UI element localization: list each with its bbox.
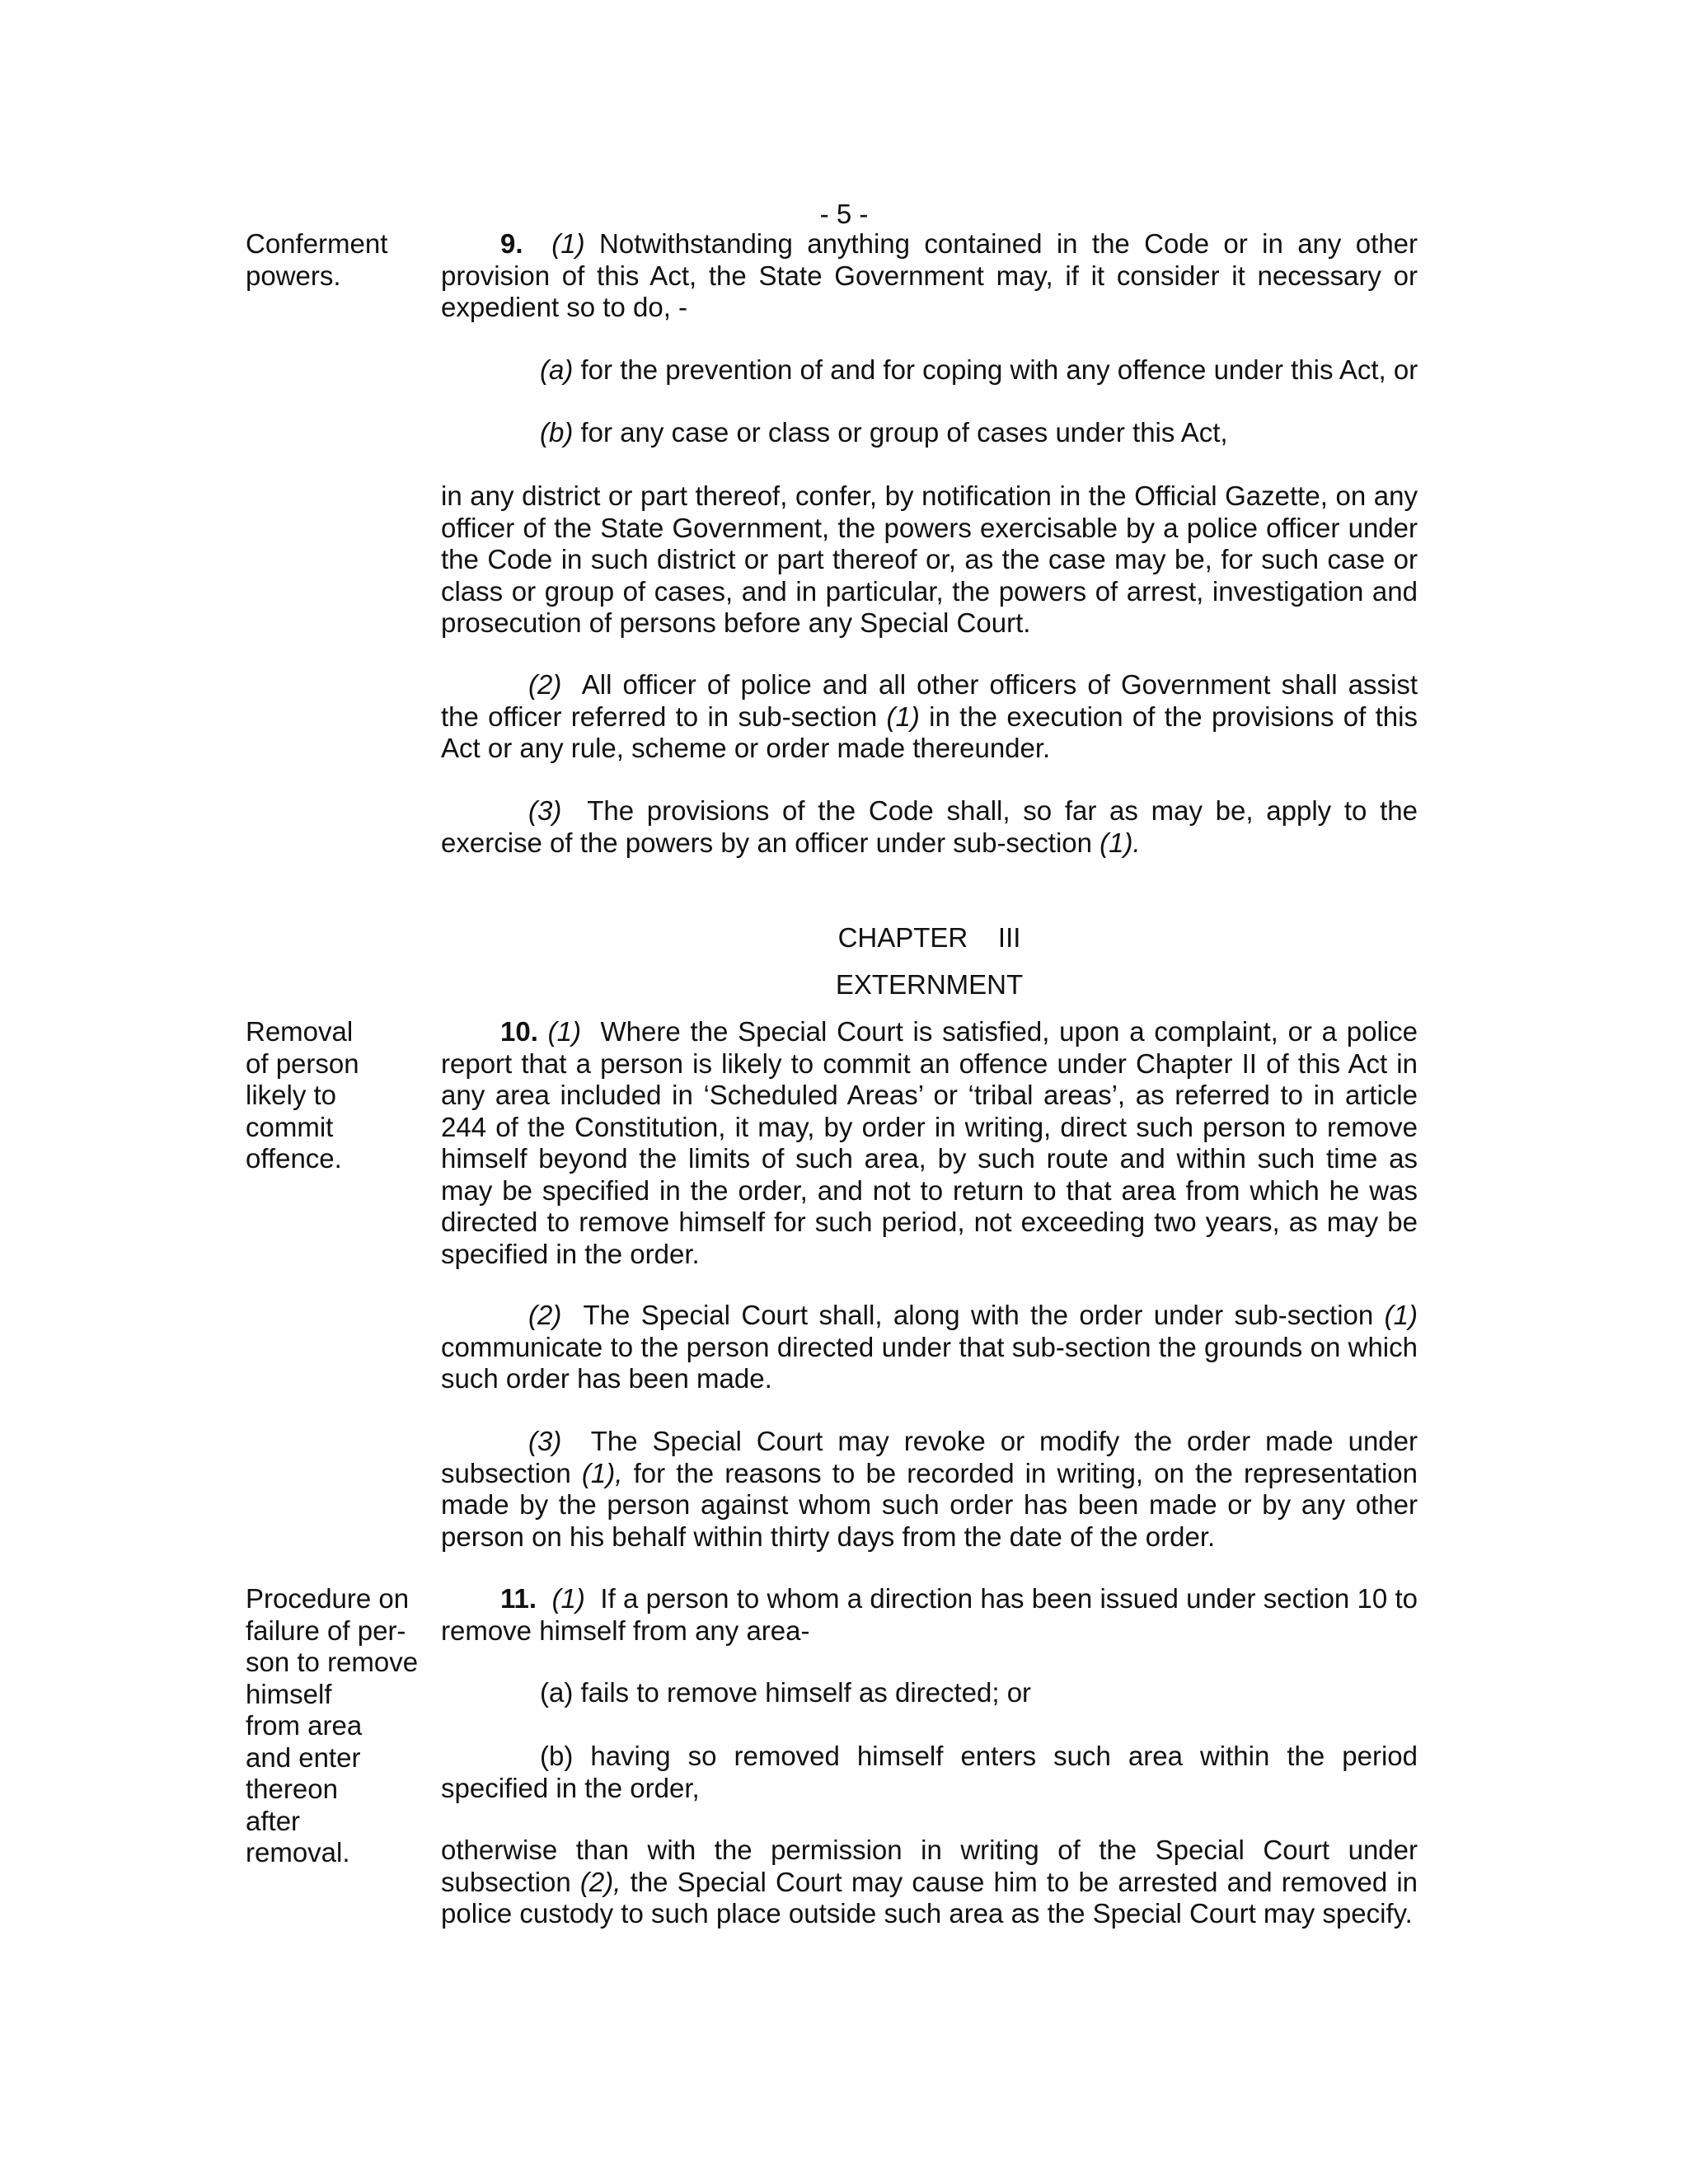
subsection-ref: (1) [551, 1583, 585, 1614]
section-11-clause-a: (a) fails to remove himself as directed; or [540, 1677, 1032, 1708]
subsection-ref: (2) [528, 1300, 562, 1330]
paragraph-text: Where the Special Court is satisfied, upon a complaint, or a police report that a person is likely to commit an offence under Chapter II of this Act in any area included in ‘Scheduled Areas’ or ‘tribal areas’, as referred to in article 244 of the Constitution, it may, by order in writing, direct such person to remove himself beyond the limits of such area, by such route and within such time as may be specified in the order, and not to return to that area from which he was directed to remove himself for such period, not exceeding two years, as may be specified in the order. [441, 1016, 1418, 1269]
section-11-continuation [441, 1835, 1418, 1930]
paragraph-text: The provisions of the Code shall, so far as may be, apply to the exercise of the powers by an officer under sub-section [441, 795, 1418, 858]
chapter-subtitle: EXTERNMENT [835, 969, 1024, 1000]
section-number: 11. [500, 1583, 537, 1614]
inline-ref: (1). [1100, 827, 1141, 858]
section-number: 9. [500, 228, 523, 259]
paragraph-text: otherwise than with the permission in writing of the Special Court under subsection [441, 1835, 1418, 1897]
paragraph-text: The Special Court shall, along with the order under sub-section [583, 1300, 1374, 1330]
margin-note-section-9: Conferment powers. [246, 228, 388, 291]
margin-note-section-11: Procedure on failure of per- son to remove himself from area and enter thereon after removal. [246, 1583, 419, 1868]
inline-ref: (2), [579, 1866, 621, 1897]
section-11-subsection-1 [441, 1583, 1418, 1647]
section-10-subsection-3 [441, 1426, 1418, 1553]
paragraph-text: The Special Court may revoke or modify the order made under subsection [441, 1426, 1418, 1488]
paragraph-text: All officer of police and all other officers of Government shall assist the officer referred to in sub-section [441, 669, 1418, 732]
paragraph-text: communicate to the person directed under that sub-section the grounds on which such order has been made. [441, 1331, 1418, 1394]
inline-ref: (1) [886, 701, 920, 732]
margin-note-section-10: Removal of person likely to commit offence. [246, 1016, 359, 1174]
chapter-title: CHAPTER III [837, 922, 1021, 953]
paragraph-text: If a person to whom a direction has been issued under section 10 to remove himself from any area- [441, 1583, 1418, 1646]
paragraph-text: the Special Court may cause him to be arrested and removed in police custody to such place outside such area as the Special Court may specify. [441, 1866, 1418, 1929]
page-number: - 5 - [819, 199, 869, 229]
paragraph-text: in the execution of the provisions of this Act or any rule, scheme or order made thereunder. [441, 701, 1418, 763]
subsection-ref: (2) [528, 669, 562, 700]
section-10-subsection-1 [441, 1016, 1418, 1270]
section-9-continuation: in any district or part thereof, confer, by notification in the Official Gazette, on any officer of the State Government, the powers exercisable by a police officer under the Code in such district or part thereof or, as the case may be, for such case or class or group of cases, and in particular, the powers of arrest, investigation and prosecution of persons before any Special Court. [441, 480, 1418, 638]
section-number: 10. [500, 1016, 538, 1047]
section-11-clause-b: (b) having so removed himself enters such area within the period specified in the order, [441, 1741, 1418, 1803]
clause-text: for any case or class or group of cases under this Act, [580, 417, 1228, 448]
section-9-subsection-2 [441, 669, 1418, 765]
section-10-subsection-2 [441, 1300, 1418, 1395]
subsection-ref: (3) [528, 1426, 562, 1456]
section-9-subsection-3 [441, 795, 1418, 859]
clause-text: for the prevention of and for coping with any offence under this Act, or [580, 354, 1418, 385]
section-9-subsection-1 [441, 228, 1418, 324]
inline-ref: (1), [581, 1457, 623, 1488]
clause-b [441, 417, 1517, 449]
clause-a [441, 354, 1517, 387]
subsection-ref: (1) [547, 1016, 581, 1047]
clause-ref: (a) [540, 354, 574, 385]
subsection-ref: (3) [528, 795, 562, 826]
paragraph-text: Notwithstanding anything contained in the Code or in any other provision of this Act, the State Government may, if it consider it necessary or expedient so to do, - [441, 228, 1418, 322]
paragraph-text: for the reasons to be recorded in writing, on the representation made by the person against whom such order has been made or by any other person on his behalf within thirty days from the date of the order. [441, 1457, 1418, 1552]
subsection-ref: (1) [551, 228, 585, 259]
clause-ref: (b) [540, 417, 574, 448]
inline-ref: (1) [1384, 1300, 1418, 1330]
